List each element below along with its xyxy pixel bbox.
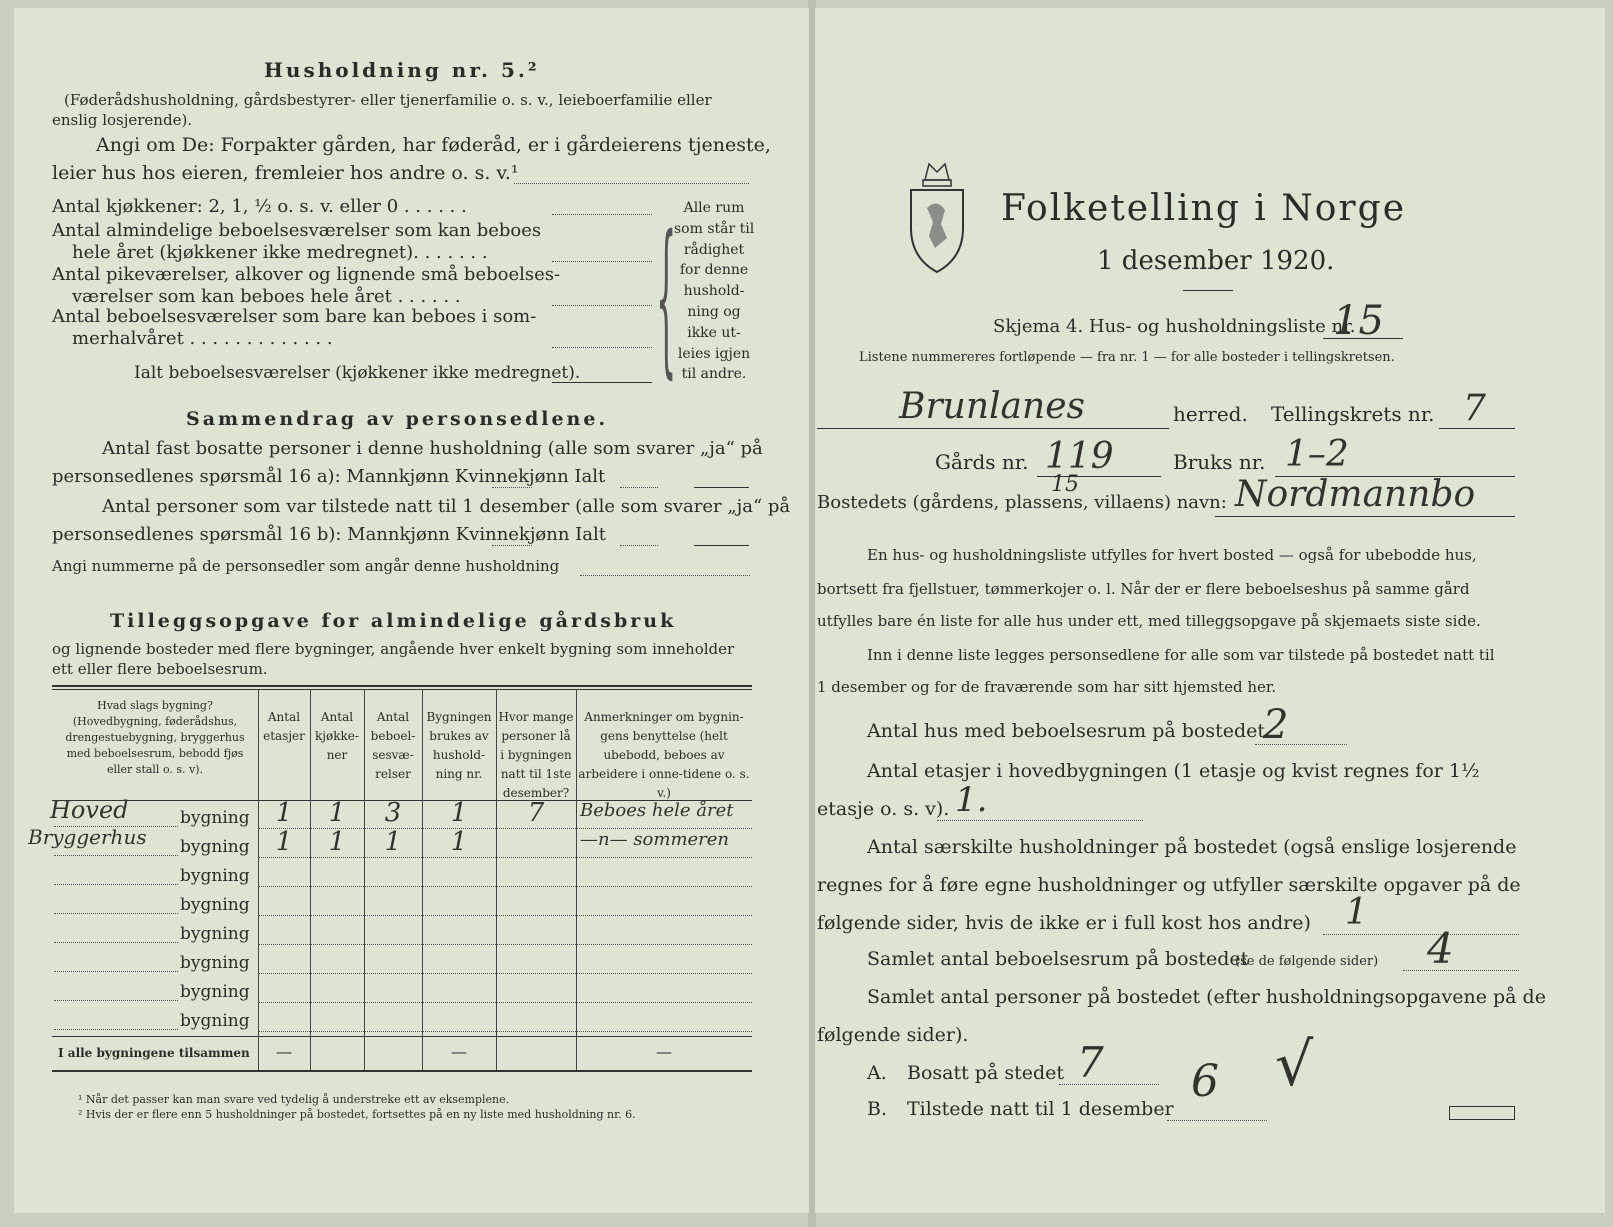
angi-nummerne: Angi nummerne på de personsedler som angår denne husholdning bbox=[52, 557, 560, 575]
sammendrag-title: Sammendrag av personsedlene. bbox=[186, 408, 609, 430]
total-cell: — bbox=[451, 1042, 467, 1061]
instr-2: bortsett fra fjellstuer, tømmerkojer o. l. Når der er flere beboelseshus på samme gård bbox=[817, 580, 1470, 598]
table-column-divider bbox=[496, 689, 497, 1070]
sammendrag-2: personsedlenes spørsmål 16 a): Mannkjønn Kvinnekjønn Ialt bbox=[52, 466, 606, 487]
bosted-value: Nordmannbo bbox=[1235, 474, 1476, 515]
tillegg-1: og lignende bosteder med flere bygninger, angående hver enkelt bygning som inneholder bbox=[52, 640, 735, 658]
samlet-rum-note: (se de følgende sider) bbox=[1235, 954, 1379, 969]
husholdning-title: Husholdning nr. 5.² bbox=[264, 58, 540, 82]
side-note-line: til andre. bbox=[681, 366, 747, 383]
a-value: 7 bbox=[1077, 1038, 1104, 1087]
table-column-divider bbox=[364, 689, 365, 1070]
footnote-2: ² Hvis der er flere enn 5 husholdninger på bostedet, fortsettes på en ny liste med husholdning nr. 6. bbox=[78, 1108, 636, 1121]
tellingskrets-value: 7 bbox=[1463, 388, 1486, 429]
samlet-rum-value: 4 bbox=[1427, 924, 1454, 973]
instr-5: 1 desember og for de fraværende som har sitt hjemsted her. bbox=[817, 678, 1277, 696]
bruks-value: 1–2 bbox=[1285, 434, 1349, 475]
gards-extra: 15 bbox=[1051, 472, 1079, 497]
table-header-cell: Hvad slags bygning? (Hovedbygning, føderådshus, drengestuebygning, bryggerhus med beboelsesrum, bebodd fjøs eller stall o. s. v). bbox=[65, 699, 245, 776]
skjema-number: 15 bbox=[1333, 298, 1384, 344]
building-suffix: bygning bbox=[180, 866, 250, 886]
saerskilte-1: Antal særskilte husholdninger på bostedet (også enslige losjerende bbox=[867, 836, 1517, 858]
total-cell: — bbox=[656, 1042, 672, 1061]
saerskilte-value: 1 bbox=[1345, 892, 1368, 933]
total-label: I alle bygningene tilsammen bbox=[58, 1046, 250, 1060]
coat-of-arms-icon bbox=[905, 158, 969, 276]
b-value: 6 bbox=[1191, 1056, 1219, 1107]
listene-note: Listene nummereres fortløpende — fra nr. 1 — for alle bosteder i tellingskretsen. bbox=[859, 350, 1395, 365]
left-page bbox=[14, 8, 809, 1213]
antal-hus-value: 2 bbox=[1263, 702, 1289, 748]
antal-som-2: merhalvåret . . . . . . . . . . . . . bbox=[72, 328, 333, 349]
right-page bbox=[815, 8, 1605, 1213]
table-cell-vaerelser: 1 bbox=[384, 827, 402, 857]
side-note bbox=[674, 198, 754, 385]
herred-label: herred. bbox=[1173, 402, 1248, 426]
census-date: 1 desember 1920. bbox=[1097, 246, 1335, 276]
check-mark: √ bbox=[1275, 1030, 1314, 1100]
brace: { bbox=[656, 198, 677, 396]
footnote-1: ¹ Når det passer kan man svare ved tydelig å understreke ett av eksemplene. bbox=[78, 1093, 510, 1106]
antal-som-1: Antal beboelsesværelser som bare kan beboes i som- bbox=[52, 306, 537, 327]
building-suffix: bygning bbox=[180, 895, 250, 915]
antal-pike-1: Antal pikeværelser, alkover og lignende små beboelses- bbox=[52, 264, 561, 285]
sammendrag-4: personsedlenes spørsmål 16 b): Mannkjønn Kvinnekjønn Ialt bbox=[52, 524, 607, 545]
table-column-divider bbox=[576, 689, 577, 1070]
b-label: B. bbox=[867, 1098, 888, 1120]
table-column-divider bbox=[258, 689, 259, 1070]
samlet-pers-2: følgende sider). bbox=[817, 1024, 969, 1046]
bruks-label: Bruks nr. bbox=[1173, 450, 1266, 474]
building-suffix: bygning bbox=[180, 808, 250, 828]
table-header-cell: Anmerkninger om bygnin-gens benyttelse (helt ubebodd, beboes av arbeidere i onne-tidene o. s. v.) bbox=[578, 710, 750, 800]
table-header-cell: Bygningen brukes av hushold-ning nr. bbox=[426, 710, 492, 781]
table-cell-vaerelser: 3 bbox=[384, 798, 402, 828]
side-note-line: ikke ut- bbox=[687, 324, 741, 341]
tellingskrets-label: Tellingskrets nr. bbox=[1271, 402, 1435, 426]
side-note-line: hushold- bbox=[683, 283, 745, 300]
antal-hus-label: Antal hus med beboelsesrum på bostedet bbox=[867, 720, 1266, 742]
antal-etasjer-2: etasje o. s. v). bbox=[817, 798, 950, 820]
husholdning-note-2: enslig losjerende). bbox=[52, 111, 193, 129]
antal-pike-2: værelser som kan beboes hele året . . . . . . bbox=[72, 286, 461, 307]
b-text: Tilstede natt til 1 desember bbox=[907, 1098, 1174, 1120]
table-header-cell: Antal kjøkke-ner bbox=[315, 710, 359, 762]
herred-value: Brunlanes bbox=[899, 386, 1085, 427]
building-suffix: bygning bbox=[180, 982, 250, 1002]
samlet-rum-label: Samlet antal beboelsesrum på bostedet bbox=[867, 948, 1249, 970]
angi-line-2: leier hus hos eieren, fremleier hos andre o. s. v.¹ bbox=[52, 162, 519, 184]
side-note-line: ning og bbox=[687, 303, 741, 320]
total-cell: — bbox=[276, 1042, 292, 1061]
building-suffix: bygning bbox=[180, 1011, 250, 1031]
gards-label: Gårds nr. bbox=[935, 450, 1029, 474]
table-cell-etasjer: 1 bbox=[275, 827, 293, 857]
building-name: Hoved bbox=[50, 796, 129, 824]
husholdning-note-1: (Føderådshusholdning, gårdsbestyrer- eller tjenerfamilie o. s. v., leieboerfamilie eller bbox=[64, 91, 712, 109]
antal-etasjer-1: Antal etasjer i hovedbygningen (1 etasje og kvist regnes for 1½ bbox=[867, 760, 1480, 782]
saerskilte-3: følgende sider, hvis de ikke er i full kost hos andre) bbox=[817, 912, 1311, 934]
instr-4: Inn i denne liste legges personsedlene for alle som var tilstede på bostedet natt til bbox=[867, 646, 1495, 664]
samlet-pers-1: Samlet antal personer på bostedet (efter husholdningsopgavene på de bbox=[867, 986, 1546, 1008]
side-note-line: leies igjen bbox=[677, 345, 751, 362]
tillegg-2: ett eller flere beboelsesrum. bbox=[52, 660, 268, 678]
census-title: Folketelling i Norge bbox=[1001, 188, 1406, 229]
ialt-rom: Ialt beboelsesværelser (kjøkkener ikke medregnet). bbox=[134, 363, 581, 383]
table-header-cell: Hvor mange personer lå i bygningen natt til 1ste desember? bbox=[498, 710, 574, 800]
skjema-label: Skjema 4. Hus- og husholdningsliste nr. bbox=[993, 316, 1356, 337]
building-name: Bryggerhus bbox=[28, 825, 147, 849]
sammendrag-3: Antal personer som var tilstede natt til 1 desember (alle som svarer „ja“ på bbox=[102, 496, 791, 517]
printer-stamp bbox=[1449, 1106, 1515, 1120]
sammendrag-1: Antal fast bosatte personer i denne husholdning (alle som svarer „ja“ på bbox=[102, 438, 763, 459]
side-note-line: rådighet bbox=[683, 241, 745, 258]
antal-etasjer-value: 1. bbox=[955, 780, 988, 820]
antal-alm-1: Antal almindelige beboelsesværelser som kan beboes bbox=[52, 220, 542, 241]
a-text: Bosatt på stedet bbox=[907, 1062, 1064, 1084]
building-suffix: bygning bbox=[180, 953, 250, 973]
table-cell-anmerkning: Beboes hele året bbox=[580, 800, 734, 821]
table-cell-kjokkener: 1 bbox=[328, 827, 346, 857]
table-header-cell: Antal beboel-sesvæ-relser bbox=[370, 710, 416, 781]
building-suffix: bygning bbox=[180, 924, 250, 944]
table-column-divider bbox=[422, 689, 423, 1070]
side-note-line: Alle rum bbox=[683, 200, 745, 216]
table-cell-husholdning: 1 bbox=[450, 798, 468, 828]
table-cell-personer: 7 bbox=[527, 798, 545, 828]
gards-value: 119 bbox=[1045, 436, 1114, 477]
table-cell-kjokkener: 1 bbox=[328, 798, 346, 828]
building-suffix: bygning bbox=[180, 837, 250, 857]
saerskilte-2: regnes for å føre egne husholdninger og utfyller særskilte opgaver på de bbox=[817, 874, 1521, 896]
table-header-cell: Antal etasjer bbox=[263, 710, 305, 743]
a-label: A. bbox=[867, 1062, 887, 1084]
side-note-line: som står til bbox=[674, 220, 755, 237]
antal-alm-2: hele året (kjøkkener ikke medregnet). . . . . . . bbox=[72, 242, 488, 263]
table-cell-anmerkning: —n— sommeren bbox=[580, 829, 730, 850]
angi-line-1: Angi om De: Forpakter gården, har føderåd, er i gårdeierens tjeneste, bbox=[96, 134, 771, 156]
side-note-line: for denne bbox=[679, 262, 749, 279]
instr-3: utfylles bare én liste for alle hus under ett, med tilleggsopgave på skjemaets siste side. bbox=[817, 612, 1481, 630]
table-cell-etasjer: 1 bbox=[275, 798, 293, 828]
tillegg-title: Tilleggsopgave for almindelige gårdsbruk bbox=[110, 610, 677, 632]
instr-1: En hus- og husholdningsliste utfylles for hvert bosted — også for ubebodde hus, bbox=[867, 546, 1477, 564]
antal-kjokkener: Antal kjøkkener: 2, 1, ½ o. s. v. eller 0 . . . . . . bbox=[52, 196, 467, 217]
table-column-divider bbox=[310, 689, 311, 1070]
table-cell-husholdning: 1 bbox=[450, 827, 468, 857]
bosted-label: Bostedets (gårdens, plassens, villaens) navn: bbox=[817, 492, 1227, 513]
